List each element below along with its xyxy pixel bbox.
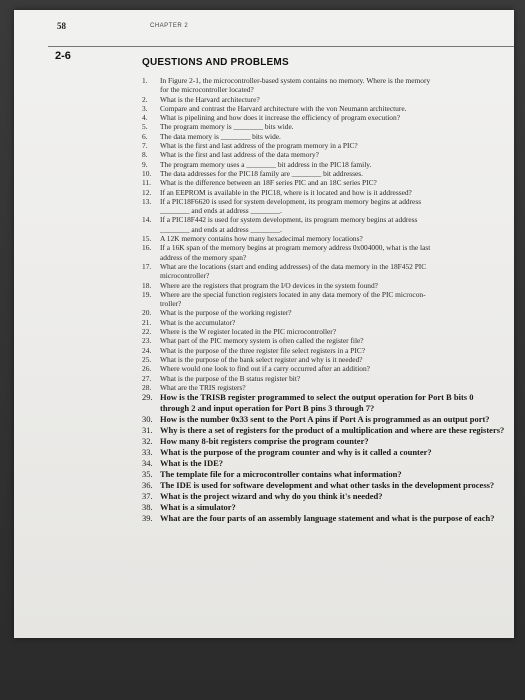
question-item	[142, 290, 512, 299]
question-number: 8.	[142, 150, 148, 160]
question-number: 34.	[142, 458, 153, 469]
question-item	[142, 308, 512, 317]
question-number: 20.	[142, 308, 152, 318]
question-item	[142, 374, 512, 383]
question-text: Where would one look to find out if a carry occurred after an addition?	[160, 364, 370, 374]
question-item	[142, 346, 512, 355]
question-text: What is the purpose of the working register?	[160, 308, 292, 318]
question-text: The data memory is ________ bits wide.	[160, 131, 281, 141]
question-number: 18.	[142, 280, 152, 290]
question-item	[142, 458, 512, 469]
question-text: Where is the W register located in the PIC microcontroller?	[160, 327, 337, 337]
question-text: If a 16K span of the memory begins at program memory address 0x004000, what is the last	[160, 243, 431, 253]
question-text: What is a simulator?	[160, 502, 236, 513]
question-text: microcontroller?	[160, 271, 210, 281]
question-number: 36.	[142, 480, 153, 491]
question-number: 22.	[142, 327, 152, 337]
question-item	[142, 513, 512, 524]
question-number: 24.	[142, 345, 152, 355]
question-text: Why is there a set of registers for the product of a multiplication and where are these registers?	[160, 425, 505, 436]
question-number: 33.	[142, 447, 153, 458]
question-item	[142, 113, 512, 122]
question-number: 23.	[142, 336, 152, 346]
question-number: 13.	[142, 196, 152, 206]
question-item	[142, 364, 512, 373]
question-number: 25.	[142, 354, 152, 364]
question-text: troller?	[160, 299, 182, 309]
question-continuation	[142, 253, 512, 262]
section-title: QUESTIONS AND PROBLEMS	[142, 57, 289, 68]
page-number: 58	[57, 21, 66, 31]
question-item	[142, 383, 512, 392]
question-continuation	[142, 225, 512, 234]
chapter-header: CHAPTER 2	[150, 23, 189, 29]
question-continuation	[142, 206, 512, 215]
header-rule	[48, 46, 514, 47]
question-text: A 12K memory contains how many hexadecimal memory locations?	[160, 234, 363, 244]
question-number: 30.	[142, 414, 153, 425]
question-item	[142, 234, 512, 243]
question-text: In Figure 2-1, the microcontroller-based system contains no memory. Where is the memory	[160, 76, 431, 85]
question-item	[142, 215, 512, 224]
question-number: 2.	[142, 94, 148, 104]
question-number: 4.	[142, 113, 148, 123]
question-item	[142, 104, 512, 113]
question-number: 12.	[142, 187, 152, 197]
question-number: 3.	[142, 103, 148, 113]
question-text: What is the Harvard architecture?	[160, 94, 260, 104]
question-continuation	[142, 271, 512, 280]
question-text: Where are the special function registers located in any data memory of the PIC microcon-	[160, 289, 426, 299]
question-text: What are the locations (start and ending addresses) of the data memory in the 18F452 PIC	[160, 261, 427, 271]
question-item	[142, 197, 512, 206]
question-text: If a PIC18F6620 is used for system development, its program memory begins at address	[160, 196, 422, 206]
question-text: The data addresses for the PIC18 family are ________ bit addresses.	[160, 168, 363, 178]
question-item	[142, 188, 512, 197]
question-text: The program memory uses a ________ bit address in the PIC18 family.	[160, 159, 372, 169]
question-item	[142, 178, 512, 187]
question-number: 5.	[142, 122, 148, 132]
question-item	[142, 132, 512, 141]
question-text: for the microcontroller located?	[160, 85, 254, 95]
question-number: 7.	[142, 141, 148, 151]
question-list	[142, 76, 512, 524]
question-number: 16.	[142, 243, 152, 253]
question-text: What is the purpose of the program counter and why is it called a counter?	[160, 447, 432, 458]
question-number: 17.	[142, 261, 152, 271]
question-text: What are the four parts of an assembly language statement and what is the purpose of each?	[160, 513, 495, 524]
question-number: 37.	[142, 491, 153, 502]
question-text: What is pipelining and how does it increase the efficiency of program execution?	[160, 113, 400, 123]
question-text: If an EEPROM is available in the PIC18, where is it located and how is it addressed?	[160, 187, 412, 197]
question-number: 31.	[142, 425, 153, 436]
section-number: 2-6	[55, 50, 71, 62]
question-number: 19.	[142, 289, 152, 299]
question-text: How is the TRISB register programmed to select the output operation for Port B bits 0	[160, 392, 474, 403]
question-text: What part of the PIC memory system is often called the register file?	[160, 336, 364, 346]
question-number: 27.	[142, 373, 152, 383]
question-text: What is the difference between an 18F series PIC and an 18C series PIC?	[160, 178, 377, 188]
question-number: 1.	[142, 76, 148, 85]
question-item	[142, 150, 512, 159]
question-number: 6.	[142, 131, 148, 141]
question-text: Compare and contrast the Harvard architecture with the von Neumann architecture.	[160, 103, 407, 113]
question-number: 14.	[142, 215, 152, 225]
question-item	[142, 262, 512, 271]
question-text: What is the first and last address of the data memory?	[160, 150, 319, 160]
question-text: address of the memory span?	[160, 252, 247, 262]
question-item	[142, 169, 512, 178]
question-text: through 2 and input operation for Port B pins 3 through 7?	[160, 403, 375, 414]
question-number: 38.	[142, 502, 153, 513]
question-number: 26.	[142, 364, 152, 374]
question-text: The program memory is ________ bits wide.	[160, 122, 294, 132]
question-number: 35.	[142, 469, 153, 480]
question-number: 29.	[142, 392, 153, 403]
question-item	[142, 327, 512, 336]
question-item	[142, 425, 512, 436]
question-text: What is the purpose of the bank select register and why is it needed?	[160, 354, 363, 364]
question-item	[142, 414, 512, 425]
question-item	[142, 480, 512, 491]
question-number: 32.	[142, 436, 153, 447]
question-item	[142, 392, 512, 403]
question-number: 9.	[142, 159, 148, 169]
question-text: ________ and ends at address ________.	[160, 224, 282, 234]
question-number: 15.	[142, 234, 152, 244]
question-item	[142, 336, 512, 345]
question-continuation	[142, 299, 512, 308]
question-continuation	[142, 403, 512, 414]
question-text: What is the first and last address of the program memory in a PIC?	[160, 141, 358, 151]
question-item	[142, 160, 512, 169]
question-text: The IDE is used for software development and what other tasks in the development process?	[160, 480, 495, 491]
question-text: What is the purpose of the three register file select registers in a PIC?	[160, 345, 366, 355]
question-item	[142, 436, 512, 447]
question-item	[142, 469, 512, 480]
question-number: 11.	[142, 178, 151, 188]
question-item	[142, 243, 512, 252]
textbook-page	[14, 10, 514, 638]
question-text: What is the accumulator?	[160, 317, 236, 327]
question-text: How many 8-bit registers comprise the program counter?	[160, 436, 369, 447]
question-number: 28.	[142, 382, 152, 392]
question-continuation	[142, 85, 512, 94]
question-item	[142, 122, 512, 131]
question-item	[142, 281, 512, 290]
question-number: 39.	[142, 513, 153, 524]
question-text: What is the IDE?	[160, 458, 224, 469]
question-text: What are the TRIS registers?	[160, 382, 246, 392]
question-text: What is the project wizard and why do you think it's needed?	[160, 491, 383, 502]
question-item	[142, 141, 512, 150]
question-item	[142, 355, 512, 364]
question-item	[142, 95, 512, 104]
question-item	[142, 318, 512, 327]
question-text: How is the number 0x33 sent to the Port A pins if Port A is programmed as an output port?	[160, 414, 490, 425]
question-text: ________ and ends at address ________.	[160, 206, 282, 216]
question-item	[142, 76, 512, 85]
question-text: If a PIC18F442 is used for system development, its program memory begins at address	[160, 215, 418, 225]
question-item	[142, 502, 512, 513]
question-number: 10.	[142, 168, 152, 178]
question-text: Where are the registers that program the I/O devices in the system found?	[160, 280, 378, 290]
question-text: What is the purpose of the B status register bit?	[160, 373, 301, 383]
question-item	[142, 491, 512, 502]
question-number: 21.	[142, 317, 152, 327]
question-item	[142, 447, 512, 458]
question-text: The template file for a microcontroller contains what information?	[160, 469, 402, 480]
